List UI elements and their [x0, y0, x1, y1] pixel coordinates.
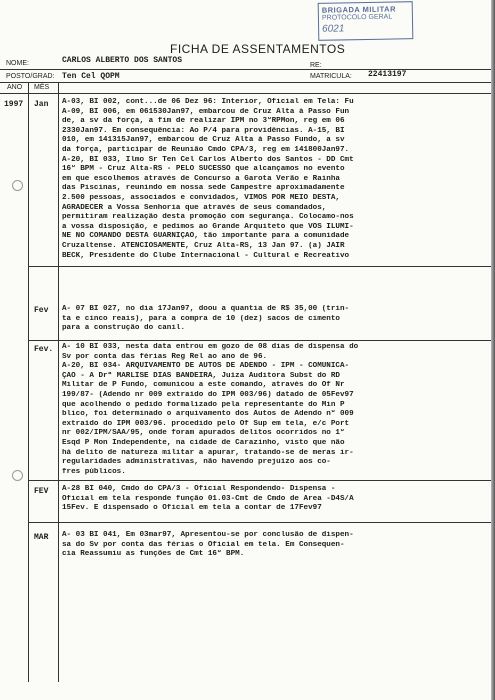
entry-line: 15Fev. É dispensado o Oficial em tela a contar de 17Fev97 — [62, 504, 322, 513]
entry-line: que acolhendo o pedido formalizado pela representante do Min P — [62, 400, 345, 409]
entry-line: 010, em 141315Jan97, embarcou de Cruz Alta à Passo Fundo, a sv — [62, 136, 345, 145]
entry-line: de, a sv da força, a fim de realizar IPM no 3ºRPMon, reg em 06 — [62, 117, 345, 126]
nome-value: CARLOS ALBERTO DOS SANTOS — [62, 56, 183, 65]
ano-column-divider — [28, 82, 29, 682]
matricula-label: MATRICULA: — [310, 73, 352, 80]
entry-separator — [28, 522, 495, 523]
entry-text-fev-2 — [62, 343, 494, 477]
entry-line: 16º BPM - Cruz Alta-RS - PELO SUCESSO que alcançamos no evento — [62, 165, 345, 174]
entry-line: A- 07 BI 027, no dia 17Jan97, doou a quantia de R$ 35,00 (trin- — [62, 305, 350, 313]
entry-line: permitiram realização desta promoção com segurança. Colocamo-nos — [62, 213, 354, 222]
entry-separator — [28, 266, 495, 267]
document-title: FICHA DE ASSENTAMENTOS — [170, 42, 346, 56]
entry-line: Cruzaltense. ATENCIOSAMENTE, Cruz Alta-RS, 13 Jan 97. (a) JAIR — [62, 241, 345, 250]
entry-month: Jan — [34, 100, 49, 109]
stamp-line-1: BRIGADA MILITAR — [321, 4, 397, 15]
entry-text-mar — [62, 531, 494, 560]
entry-line: 199/87- (Adendo nr 009 extraído do IPM 003/96) datado de 05Fev97 — [62, 390, 354, 399]
stamp-line-2: PROTOCOLO GERAL — [321, 13, 393, 22]
entry-month: Fev — [34, 306, 49, 315]
entry-line: NE NO COMANDO DESTA GUARNIÇÃO, tão importante para a comunidade — [62, 232, 350, 241]
entry-line: cia Reassumiu as funções de Cmt 16º BPM. — [62, 550, 245, 559]
entry-line: da força, participar de Reunião Cmdo CPA/3, reg em 141800Jan97. — [62, 145, 350, 154]
entry-line: extraído do IPM 003/96. procedido pelo Of Sup em tela, e/c Port — [62, 419, 350, 428]
entry-line: blico, foi determinado o arquivamento dos Autos de Adendo nº 009 — [62, 410, 354, 419]
entry-line: ÇÃO - A Drª MARLISE DIAS BANDEIRA, Juíza Auditora Subst do RD — [62, 371, 340, 380]
entry-line: Esqd P Mon Independente, na cidade de Carazinho, visto que não — [62, 438, 345, 447]
entry-text-jan — [62, 98, 494, 261]
punch-hole-bottom — [12, 470, 23, 481]
header-rule-2 — [0, 82, 495, 83]
header-rule-3 — [0, 93, 495, 94]
entry-line: A-03, BI 002, cont...de 06 Dez 96: Interior, Oficial em Tela: Fu — [62, 98, 354, 106]
header-rule-1 — [0, 69, 495, 70]
entry-text-fev-1 — [62, 305, 494, 334]
entry-month: MAR — [34, 533, 49, 542]
entry-year: 1997 — [4, 100, 24, 109]
nome-label: NOME: — [6, 60, 29, 67]
mes-column-header: MÊS — [34, 84, 50, 91]
entry-line: regularidades administrativas, não havendo prejuízo aos co- — [62, 458, 331, 467]
protocol-stamp — [318, 1, 414, 41]
entry-separator — [28, 340, 495, 341]
entry-line: sa do Sv por conta das férias o Oficial em tela. Em Consequen- — [62, 540, 345, 549]
entry-month: Fev. — [34, 345, 54, 354]
matricula-value: 22413197 — [368, 70, 407, 79]
entry-line: A-20, BI 033, Ilmo Sr Ten Cel Carlos Alberto dos Santos - DD Cmt — [62, 155, 354, 164]
entry-line: A-20, BI 034- ARQUIVAMENTO DE AUTOS DE ADENDO - IPM - COMUNICA- — [62, 362, 350, 371]
entry-line: das Piscinas, reunindo em nossa sede Campestre aproximadamente — [62, 184, 345, 193]
posto-label: POSTO/GRAD: — [6, 73, 55, 80]
stamp-number: 6021 — [322, 23, 345, 35]
entry-line: Militar de P Fundo, comunicou a este comando, através do Of Nr — [62, 381, 345, 390]
entry-line: fres públicos. — [62, 467, 126, 476]
entry-line: A- 03 BI 041, Em 03mar97, Apresentou-se por conclusão de dispen- — [62, 531, 354, 539]
entry-line: AGRADECER a Vossa Senhoria que através de seus comandados, — [62, 203, 327, 212]
entry-line: ta e cinco reais), para a compra de 10 (dez) sacos de cimento — [62, 314, 340, 323]
entry-month: FEV — [34, 487, 49, 496]
entry-line: A-28 BI 040, Cmdo do CPA/3 - Oficial Respondendo- Dispensa - — [62, 485, 336, 493]
entry-line: 2330Jan97. Em consequência: Ao P/4 para providências. A-15, BI — [62, 126, 345, 135]
entry-line: 2.500 pessoas, associados e convidados, VIMOS POR MEIO DESTA, — [62, 193, 340, 202]
scan-edge-shadow — [491, 0, 495, 700]
entry-line: nr 002/IPM/SAA/95, onde foram apurados delitos ocorridos no 1º — [62, 429, 345, 438]
entry-line: Oficial em tela responde função 01.03-Cmt de Cmdo de Area -D4S/A — [62, 494, 354, 503]
entry-line: em que escolhemos através de Concurso a Garota Verão e Rainha — [62, 174, 340, 183]
punch-hole-top — [12, 180, 23, 191]
entry-line: há delito de natureza militar a apurar, tratando-se de meras ir- — [62, 448, 354, 457]
entry-line: A-09, BI 006, em 061530Jan97, embarcou de Cruz Alta à Passo Fun — [62, 107, 350, 116]
posto-value: Ten Cel QOPM — [62, 72, 120, 81]
entry-separator — [28, 480, 495, 481]
re-label: RE: — [310, 62, 322, 69]
entry-line: Sv por conta das férias Reg Rel ao ano de 96. — [62, 352, 268, 361]
mes-column-divider — [58, 82, 59, 682]
entry-text-fev-3 — [62, 485, 494, 514]
entry-line: BECK, Presidente do Clube Internacional - Cultural e Recreativo — [62, 251, 350, 260]
entry-line: a vossa disposição, e pedimos ao Grande Arquiteto que VOS ILUMI- — [62, 222, 354, 231]
entry-line: A- 10 BI 033, nesta data entrou em gozo de 08 dias de dispensa do — [62, 343, 359, 351]
entry-line: para a construção do canil. — [62, 324, 186, 333]
ano-column-header: ANO — [7, 84, 23, 91]
